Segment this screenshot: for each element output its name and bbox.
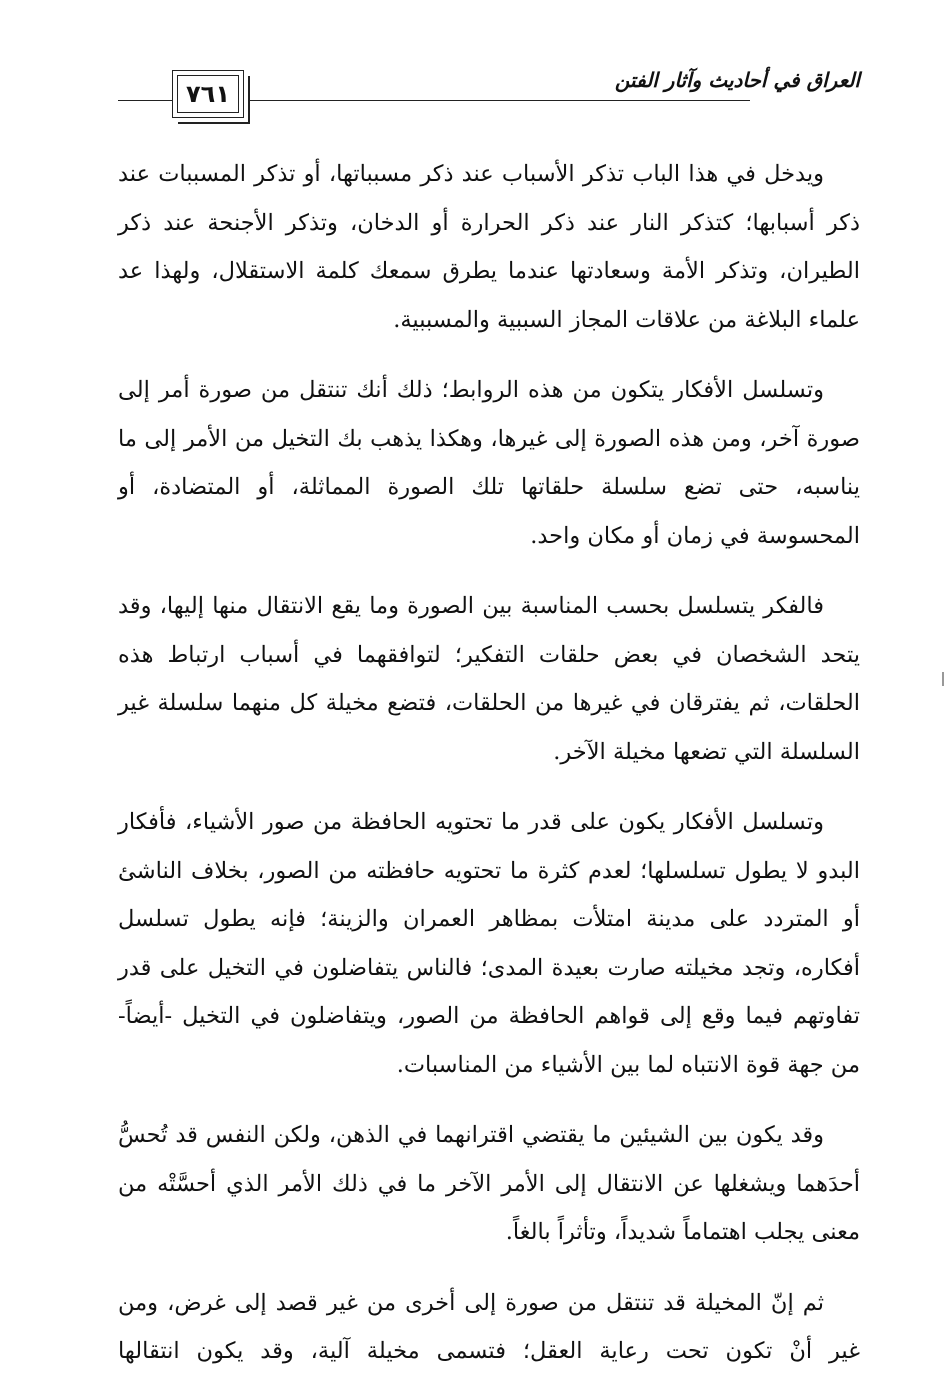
paragraph-5: وقد يكون بين الشيئين ما يقتضي اقترانهما في الذهن، ولكن النفس قد تُحسُّ أحدَهما ويشغلها عن الانتقال إلى الأمر الآخر ما في ذلك الأمر الذي أحسَّتْه من معنى يجلب اهتماماً شديداً، وتأثراً بالغاً. [118,1122,860,1245]
header-rule-right [250,100,750,101]
paragraph-2: وتسلسل الأفكار يتكون من هذه الروابط؛ ذلك أنك تنتقل من صورة أمر إلى صورة آخر، ومن هذه الصورة إلى غيرها، وهكذا يذهب بك التخيل من الأمر إلى ما يناسبه، حتى تضع سلسلة حلقاتها تلك الصورة المماثلة، أو المتضادة، أو المحسوسة في زمان أو مكان واحد. [118,377,860,549]
paragraph-6: ثم إنّ المخيلة قد تنتقل من صورة إلى أخرى من غير قصد إلى غرض، ومن غير أنْ تكون تحت رعاية العقل؛ فتسمى مخيلة آلية، وقد يكون انتقالها [118,1289,860,1364]
body-text [118,150,860,1376]
paragraph-3: فالفكر يتسلسل بحسب المناسبة بين الصورة وما يقع الانتقال منها إليها، وقد يتحد الشخصان في بعض حلقات التفكير؛ لتوافقهما في أسباب ارتباط هذه الحلقات، ثم يفترقان في غيرها من الحلقات، فتضع مخيلة كل منهما سلسلة غير السلسلة التي تضعها مخيلة الآخر. [118,593,860,765]
page-header [118,58,860,128]
header-rule-left [118,100,172,101]
paragraph-4: وتسلسل الأفكار يكون على قدر ما تحتويه الحافظة من صور الأشياء، فأفكار البدو لا يطول تسلسلها؛ لعدم كثرة ما تحتويه حافظته من الصور، بخلاف الناشئ أو المتردد على مدينة امتلأت بمظاهر العمران والزينة؛ فإنه يطول تسلسل أفكاره، وتجد مخيلته صارت بعيدة المدى؛ فالناس يتفاضلون في التخيل على قدر تفاوتهم فيما وقع إلى قواهم الحافظة من الصور، ويتفاضلون في التخيل -أيضاً- من جهة قوة الانتباه لما بين الأشياء من المناسبات. [118,809,860,1078]
paragraph-1: ويدخل في هذا الباب تذكر الأسباب عند ذكر مسبباتها، أو تذكر المسببات عند ذكر أسبابها؛ كتذكر النار عند ذكر الحرارة أو الدخان، وتذكر الأجنحة عند ذكر الطيران، وتذكر الأمة وسعادتها عندما يطرق سمعك كلمة الاستقلال، ولهذا عد علماء البلاغة من علاقات المجاز السببية والمسببية. [118,161,860,333]
page-number: ٧٦١ [186,80,230,108]
page-number-box [172,70,244,118]
running-title: العراق في أحاديث وآثار الفتن [614,68,860,92]
